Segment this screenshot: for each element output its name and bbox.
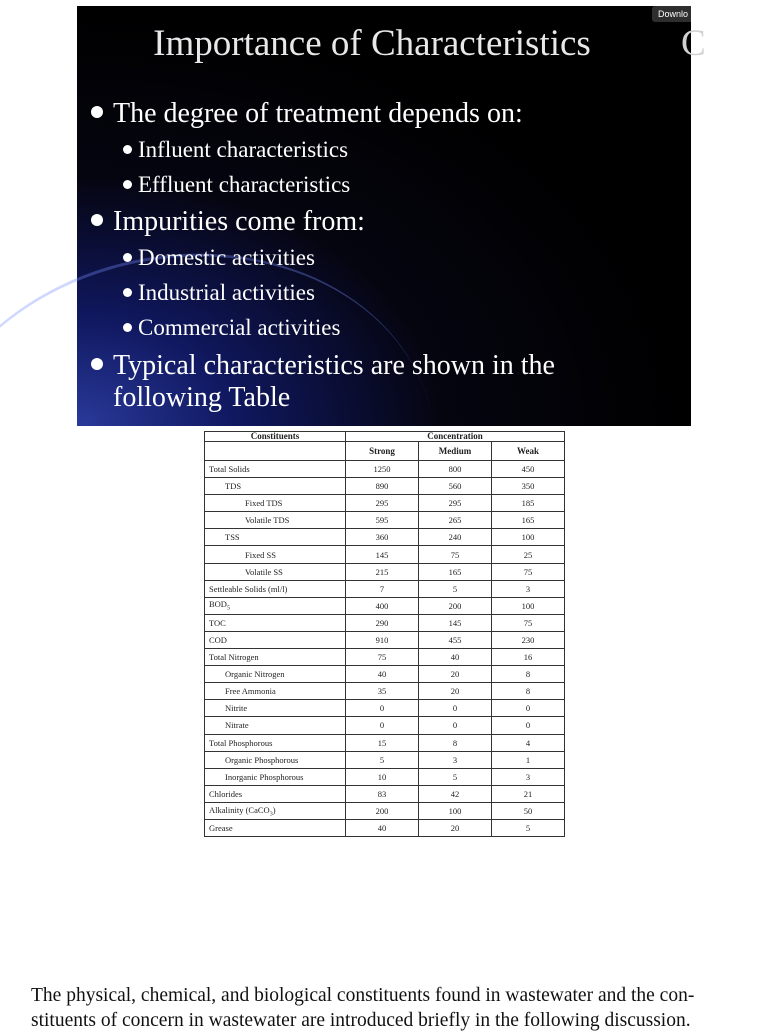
- row-label-text: Free Ammonia: [225, 686, 276, 697]
- footer-line-1: The physical, chemical, and biological constituents found in wastewater and the con-: [31, 985, 695, 1006]
- row-label: [205, 819, 346, 836]
- table-row: [205, 649, 565, 666]
- slide-bullet-2: [123, 137, 348, 163]
- footer-line-2: stituents of concern in wastewater are introduced briefly in the following discussion.: [31, 1010, 691, 1031]
- row-label-text: COD: [209, 634, 227, 645]
- row-label: [205, 683, 346, 700]
- cell-strong: 295: [346, 495, 419, 512]
- cell-strong: 145: [346, 546, 419, 563]
- row-label-text: Alkalinity (CaCO: [209, 804, 270, 815]
- cell-weak: 50: [492, 802, 565, 819]
- bullet-dot-icon: [91, 214, 103, 226]
- cell-strong: 0: [346, 700, 419, 717]
- cell-medium: 5: [419, 768, 492, 785]
- cell-weak: 21: [492, 785, 565, 802]
- header-blank: [205, 442, 346, 461]
- cell-strong: 83: [346, 785, 419, 802]
- cell-strong: 890: [346, 478, 419, 495]
- cell-medium: 20: [419, 666, 492, 683]
- header-concentration: Concentration: [346, 432, 565, 442]
- cell-medium: 800: [419, 461, 492, 478]
- bullet-dot-icon: [123, 145, 132, 154]
- table-row: [205, 597, 565, 614]
- cell-strong: 5: [346, 751, 419, 768]
- cell-medium: 42: [419, 785, 492, 802]
- row-label: [205, 580, 346, 597]
- cell-weak: 5: [492, 819, 565, 836]
- characteristics-table-wrapper: [204, 431, 564, 837]
- slide-bullet-text: Effluent characteristics: [138, 172, 351, 197]
- cell-strong: 200: [346, 802, 419, 819]
- table-row: [205, 717, 565, 734]
- cell-weak: 75: [492, 614, 565, 631]
- download-button[interactable]: Downlo: [652, 6, 691, 22]
- row-label-text: Total Solids: [209, 464, 250, 475]
- cell-weak: 1: [492, 751, 565, 768]
- table-body: [205, 461, 565, 837]
- row-label-subscript: 3: [269, 811, 273, 818]
- row-label: [205, 717, 346, 734]
- header-strong: Strong: [346, 442, 419, 461]
- cell-medium: 40: [419, 649, 492, 666]
- row-label: [205, 768, 346, 785]
- row-label: [205, 495, 346, 512]
- slide-title: Importance of Characteristics: [153, 23, 591, 64]
- cell-medium: 265: [419, 512, 492, 529]
- cell-weak: 8: [492, 666, 565, 683]
- cell-medium: 0: [419, 700, 492, 717]
- row-label-text: BOD: [209, 599, 227, 610]
- cell-strong: 595: [346, 512, 419, 529]
- row-label: [205, 461, 346, 478]
- row-label-text: Fixed SS: [245, 549, 276, 560]
- slide-title-fragment: C: [681, 23, 706, 64]
- cell-medium: 20: [419, 683, 492, 700]
- cell-strong: 10: [346, 768, 419, 785]
- row-label: [205, 666, 346, 683]
- table-row: [205, 512, 565, 529]
- cell-strong: 40: [346, 666, 419, 683]
- cell-weak: 3: [492, 580, 565, 597]
- cell-strong: 400: [346, 597, 419, 614]
- row-label-text: Grease: [209, 823, 233, 834]
- table-row: [205, 785, 565, 802]
- slide-bullet-text: Influent characteristics: [138, 137, 349, 162]
- footer-paragraph: [31, 983, 771, 1033]
- cell-strong: 1250: [346, 461, 419, 478]
- row-label-text: Fixed TDS: [245, 498, 283, 509]
- row-label: [205, 529, 346, 546]
- bullet-dot-icon: [123, 288, 132, 297]
- slide-bullet-5: [123, 245, 315, 271]
- cell-weak: 185: [492, 495, 565, 512]
- table-row: [205, 546, 565, 563]
- cell-medium: 455: [419, 631, 492, 648]
- row-label: [205, 700, 346, 717]
- bullet-dot-icon: [91, 358, 103, 370]
- bullet-dot-icon: [91, 106, 103, 118]
- slide-bullet-3: [123, 172, 350, 198]
- row-label: [205, 734, 346, 751]
- slide-bullet-8: [91, 350, 555, 382]
- slide-bullet-text: Typical characteristics are shown in the: [113, 350, 555, 381]
- header-weak: Weak: [492, 442, 565, 461]
- table-row: [205, 478, 565, 495]
- table-row: [205, 802, 565, 819]
- slide-bullet-text: Impurities come from:: [113, 206, 365, 237]
- cell-strong: 215: [346, 563, 419, 580]
- slide-image: [77, 6, 706, 426]
- row-label: [205, 597, 346, 614]
- row-label-text: TDS: [225, 481, 242, 492]
- table-row: [205, 768, 565, 785]
- row-label-text: Volatile TDS: [245, 515, 290, 526]
- row-label-text: Organic Nitrogen: [225, 669, 285, 680]
- row-label-text: Inorganic Phosphorous: [225, 771, 304, 782]
- row-label-text: Nitrate: [225, 720, 249, 731]
- cell-weak: 16: [492, 649, 565, 666]
- table-row: [205, 529, 565, 546]
- row-label: [205, 478, 346, 495]
- row-label-suffix: ): [272, 804, 276, 815]
- cell-medium: 295: [419, 495, 492, 512]
- table-row: [205, 461, 565, 478]
- cell-weak: 450: [492, 461, 565, 478]
- slide-bullet-text: Domestic activities: [138, 245, 315, 270]
- wastewater-characteristics-table: [204, 431, 565, 837]
- row-label: [205, 802, 346, 819]
- table-row: [205, 580, 565, 597]
- cell-weak: 75: [492, 563, 565, 580]
- cell-strong: 290: [346, 614, 419, 631]
- row-label-text: Organic Phosphorous: [225, 754, 299, 765]
- slide-bullet-6: [123, 280, 315, 306]
- cell-medium: 560: [419, 478, 492, 495]
- slide-bullet-9: [113, 382, 290, 414]
- row-label-text: Nitrite: [225, 703, 248, 714]
- cell-strong: 360: [346, 529, 419, 546]
- bullet-dot-icon: [123, 323, 132, 332]
- slide-bullet-1: [91, 98, 523, 130]
- row-label-text: Settleable Solids (ml/l): [209, 583, 288, 594]
- cell-weak: 165: [492, 512, 565, 529]
- table-row: [205, 495, 565, 512]
- cell-medium: 200: [419, 597, 492, 614]
- table-row: [205, 631, 565, 648]
- table-row: [205, 683, 565, 700]
- row-label: [205, 563, 346, 580]
- row-label: [205, 546, 346, 563]
- cell-medium: 20: [419, 819, 492, 836]
- slide-bullet-4: [91, 206, 365, 238]
- cell-weak: 0: [492, 700, 565, 717]
- slide-bullet-text: Industrial activities: [138, 280, 315, 305]
- row-label: [205, 649, 346, 666]
- row-label: [205, 785, 346, 802]
- cell-medium: 165: [419, 563, 492, 580]
- cell-weak: 0: [492, 717, 565, 734]
- table-row: [205, 751, 565, 768]
- row-label: [205, 614, 346, 631]
- row-label-text: TSS: [225, 532, 240, 543]
- slide-bullet-text: Commercial activities: [138, 315, 341, 340]
- cell-medium: 5: [419, 580, 492, 597]
- cell-weak: 100: [492, 529, 565, 546]
- slide-bullet-7: [123, 315, 340, 341]
- cell-strong: 0: [346, 717, 419, 734]
- cell-medium: 240: [419, 529, 492, 546]
- cell-medium: 0: [419, 717, 492, 734]
- bullet-dot-icon: [123, 253, 132, 262]
- header-constituents: Constituents: [205, 432, 346, 442]
- header-medium: Medium: [419, 442, 492, 461]
- table-row: [205, 614, 565, 631]
- row-label: [205, 512, 346, 529]
- table-row: [205, 700, 565, 717]
- table-row: [205, 666, 565, 683]
- cell-medium: 100: [419, 802, 492, 819]
- slide-bullet-text: following Table: [113, 382, 291, 413]
- cell-strong: 15: [346, 734, 419, 751]
- cell-medium: 75: [419, 546, 492, 563]
- slide-bullet-text: The degree of treatment depends on:: [113, 98, 523, 129]
- cell-weak: 3: [492, 768, 565, 785]
- cell-weak: 4: [492, 734, 565, 751]
- bullet-dot-icon: [123, 180, 132, 189]
- cell-medium: 8: [419, 734, 492, 751]
- table-row: [205, 563, 565, 580]
- cell-weak: 8: [492, 683, 565, 700]
- cell-strong: 75: [346, 649, 419, 666]
- table-row: [205, 819, 565, 836]
- cell-strong: 7: [346, 580, 419, 597]
- row-label-text: Total Phosphorous: [209, 737, 273, 748]
- cell-strong: 40: [346, 819, 419, 836]
- cell-weak: 230: [492, 631, 565, 648]
- cell-weak: 100: [492, 597, 565, 614]
- row-label: [205, 751, 346, 768]
- table-row: [205, 734, 565, 751]
- row-label-text: Volatile SS: [245, 566, 283, 577]
- cell-weak: 350: [492, 478, 565, 495]
- row-label-text: Chlorides: [209, 788, 243, 799]
- row-label-text: TOC: [209, 617, 226, 628]
- row-label-text: Total Nitrogen: [209, 652, 259, 663]
- cell-strong: 910: [346, 631, 419, 648]
- cell-medium: 3: [419, 751, 492, 768]
- cell-medium: 145: [419, 614, 492, 631]
- cell-weak: 25: [492, 546, 565, 563]
- cell-strong: 35: [346, 683, 419, 700]
- row-label-subscript: 5: [226, 606, 230, 613]
- row-label: [205, 631, 346, 648]
